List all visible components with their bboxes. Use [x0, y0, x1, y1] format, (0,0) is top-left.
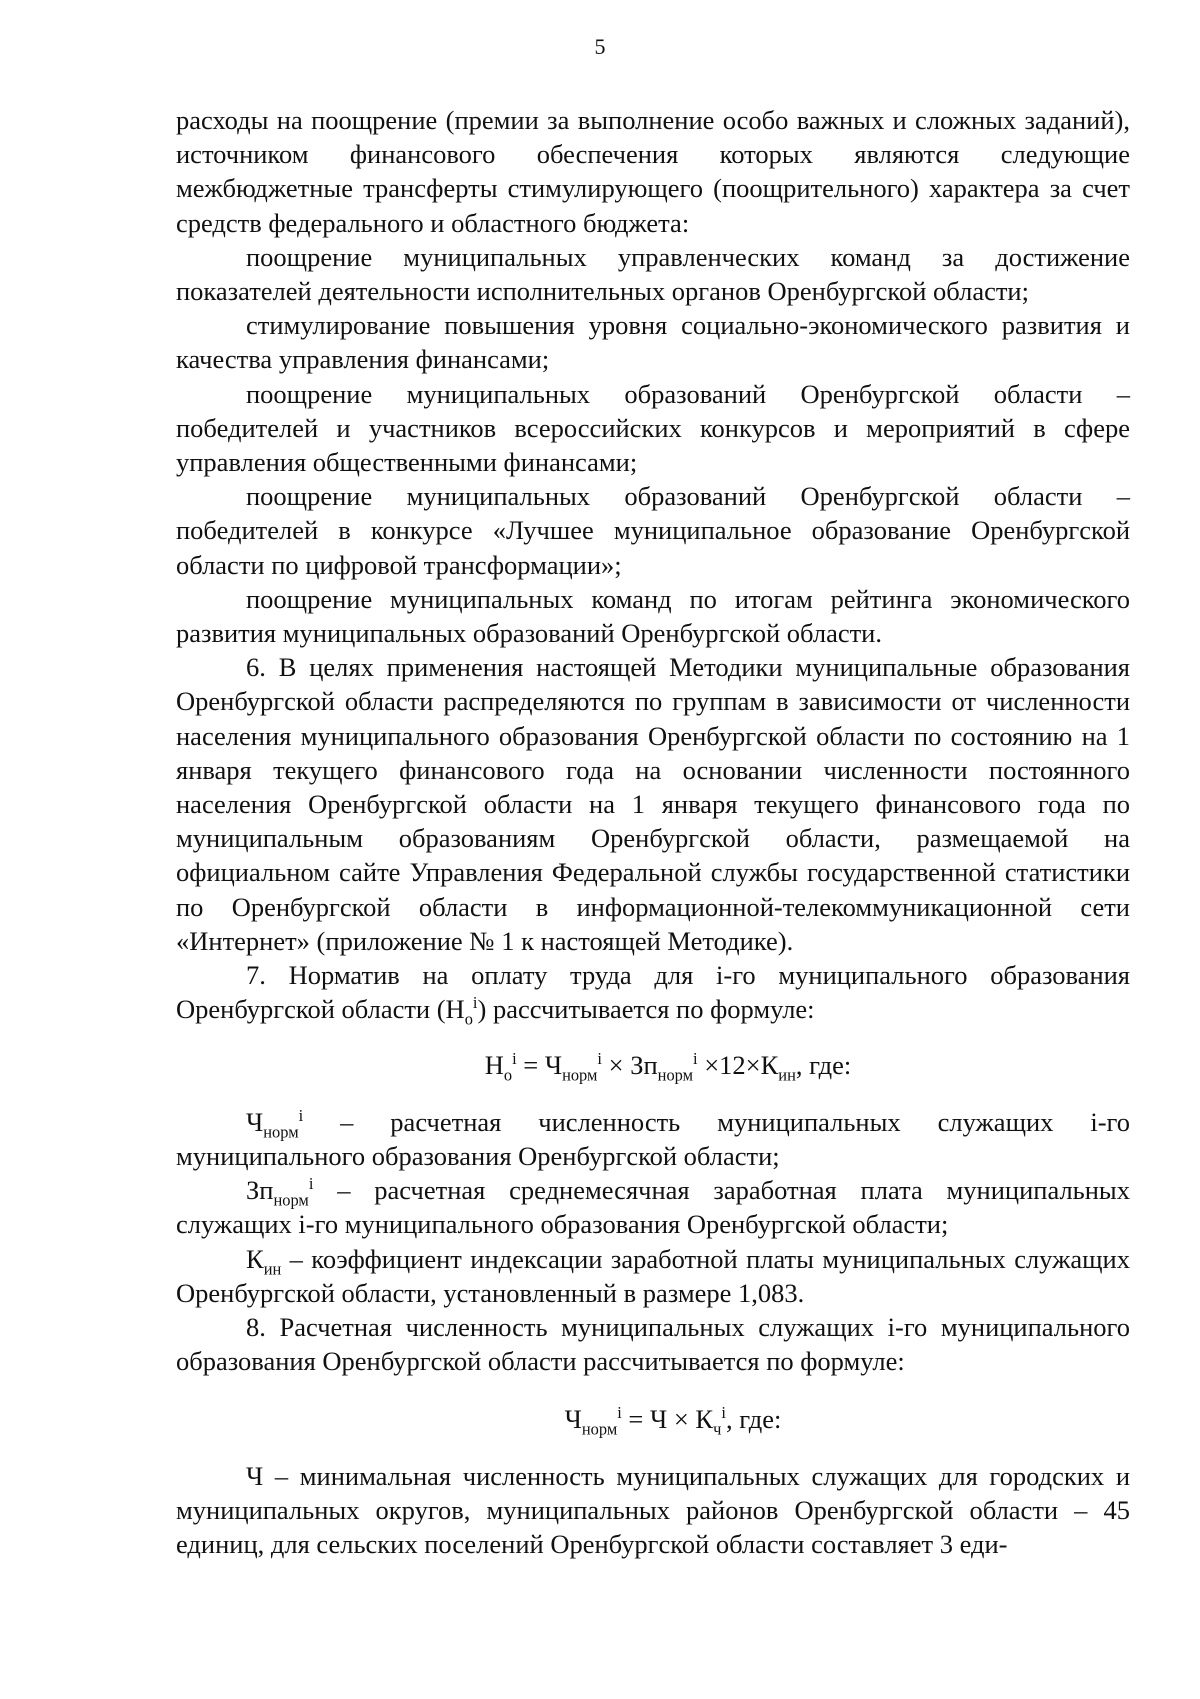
paragraph-item-6: 6. В целях применения настоящей Методики муниципальные образования Оренбургской области распределяются по группам в зависимости от численности населения муниципального образования Оренбургской области по состоянию на 1 января текущего финансового года на основании численности постоянного населения Оренбургской области на 1 января текущего финансового года по муниципальным образованиям Оренбургской области, размещаемой на официальном сайте Управления Федеральной службы государственной статистики по Оренбургской области в информационной-телекоммуникационной сети «Интернет» (приложение № 1 к настоящей Методике). — [176, 652, 1130, 956]
page-number: 5 — [594, 34, 606, 59]
document-body — [176, 103, 1130, 1561]
definition-salary: $Зп_{норм}^i$ – расчетная среднемесячная заработная плата муниципальных служащих i-го муниципального образования Оренбургской области; — [176, 1174, 1130, 1240]
formula-headcount: $Ч_{норм}^i = Ч \times К_ч^i$, где: — [564, 1403, 782, 1439]
definition-index-coefficient: $К_{ин}$ – коэффициент индексации заработной платы муниципальных служащих Оренбургской области, установленный в размере 1,083. — [176, 1243, 1130, 1308]
paragraph-list-item: поощрение муниципальных управленческих команд за достижение показателей деятельности исполнительных органов Оренбургской области; — [176, 241, 1130, 307]
paragraph-item-8: 8. Расчетная численность муниципальных служащих i-го муниципального образования Оренбургской области рассчитывается по формуле: — [176, 1311, 1130, 1377]
definition-headcount: $Ч_{норм}^i$ – расчетная численность муниципальных служащих i-го муниципального образования Оренбургской области; — [176, 1105, 1130, 1171]
paragraph-list-item: поощрение муниципальных образований Оренбургской области – победителей и участников всероссийских конкурсов и мероприятий в сфере управления общественными финансами; — [176, 378, 1130, 478]
formula-wage-standard: $Н_о^i = Ч_{норм}^i \times Зп_{норм}^i \times 12\times К_{ин}$, где: — [484, 1049, 852, 1085]
paragraph-min-headcount: Ч – минимальная численность муниципальных служащих для городских и муниципальных округов, муниципальных районов Оренбургской области – 45 единиц, для сельских поселений Оренбургской области составляет 3 еди- — [176, 1460, 1130, 1559]
paragraph-list-item: поощрение муниципальных команд по итогам рейтинга экономического развития муниципальных образований Оренбургской области. — [176, 583, 1130, 649]
paragraph-item-7: 7. Норматив на оплату труда для i-го муниципального образования Оренбургской области $(Н_о^i)$ рассчитывается по формуле: — [176, 960, 1130, 1029]
paragraph-expenses: расходы на поощрение (премии за выполнение особо важных и сложных заданий), источником финансового обеспечения которых являются следующие межбюджетные трансферты стимулирующего (поощрительного) характера за счет средств федерального и областного бюджета: — [176, 105, 1130, 238]
paragraph-list-item: поощрение муниципальных образований Оренбургской области – победителей в конкурсе «Лучшее муниципальное образование Оренбургской области по цифровой трансформации»; — [176, 481, 1130, 580]
paragraph-list-item: стимулирование повышения уровня социально-экономического развития и качества управления финансами; — [176, 310, 1130, 375]
